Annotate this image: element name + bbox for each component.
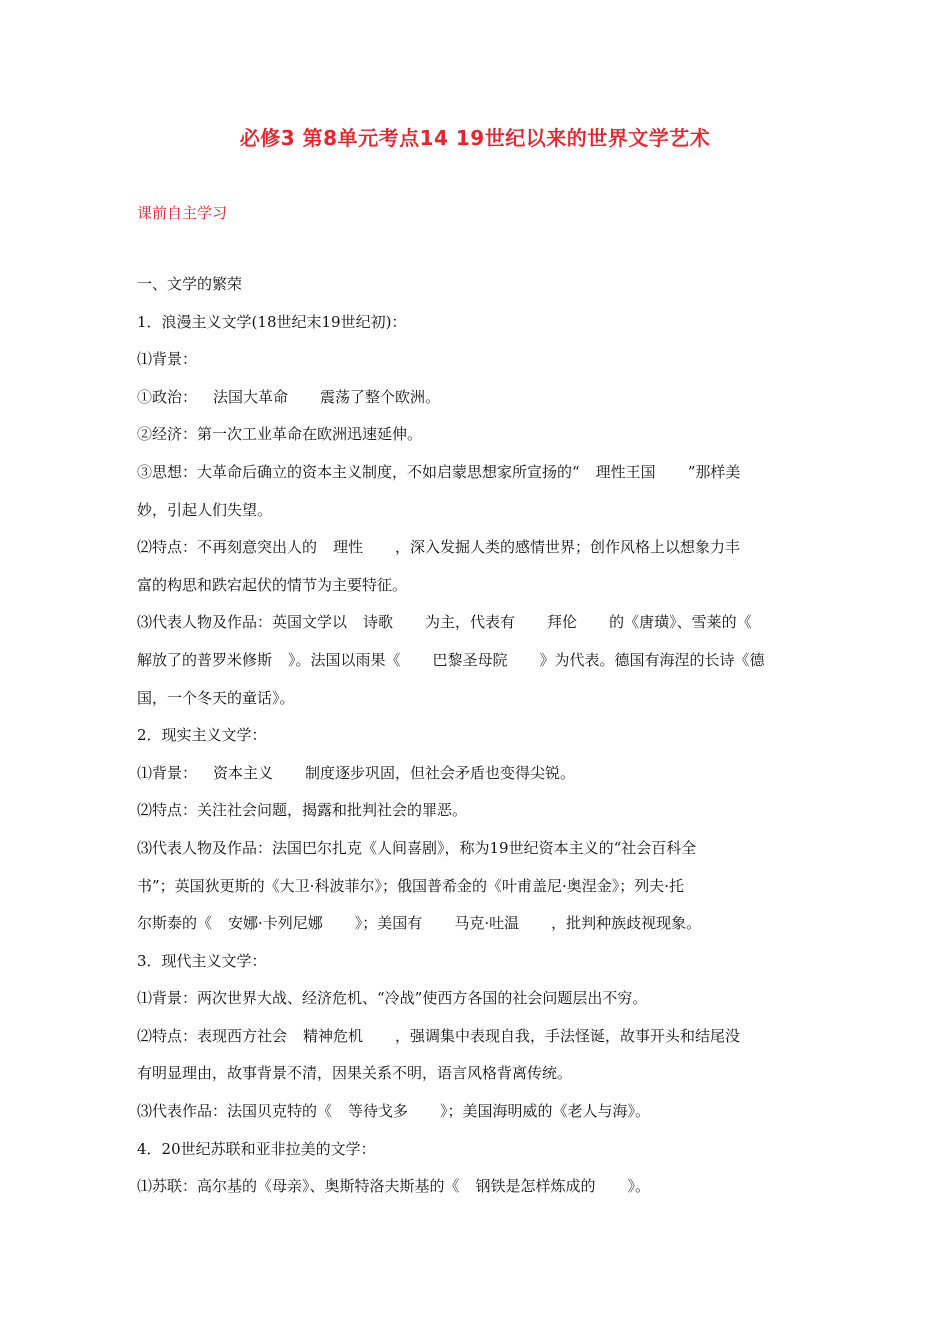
- text-segment: 马克·吐温: [454, 914, 520, 933]
- text-segment: ②经济：第一次工业革命在欧洲迅速延伸。: [137, 425, 423, 444]
- text-segment: 》；美国有: [354, 914, 423, 933]
- text-segment: ⑵特点：关注社会问题，揭露和批判社会的罪恶。: [137, 801, 468, 820]
- text-line: [137, 680, 817, 718]
- text-line: [137, 1018, 817, 1056]
- text-line: [137, 868, 817, 906]
- text-line: [137, 717, 817, 755]
- text-segment: 有明显理由，故事背景不清，因果关系不明，语言风格背离传统。: [137, 1064, 573, 1083]
- text-line: [137, 379, 817, 417]
- text-segment: 诗歌: [363, 613, 394, 632]
- text-segment: ，深入发掘人类的感情世界；创作风格上以想象力丰: [395, 538, 741, 557]
- text-line: [137, 416, 817, 454]
- text-line: [137, 529, 817, 567]
- text-segment: 拜伦: [547, 613, 578, 632]
- text-line: [137, 1131, 817, 1169]
- text-segment: 》。: [627, 1177, 651, 1196]
- text-line: [137, 1168, 817, 1206]
- text-segment: ”那样美: [687, 462, 741, 481]
- text-line: [137, 266, 817, 304]
- document-body: [137, 266, 817, 1206]
- text-segment: 的《唐璜》、雪莱的《: [609, 613, 752, 632]
- text-segment: ，强调集中表现自我，手法怪诞，故事开头和结尾没: [395, 1026, 741, 1045]
- text-segment: ⑴背景：: [137, 763, 198, 782]
- text-line: [137, 755, 817, 793]
- text-segment: 》为代表。德国有海涅的长诗《德: [539, 650, 765, 669]
- text-segment: 妙，引起人们失望。: [137, 500, 273, 519]
- text-line: [137, 454, 817, 492]
- text-line: [137, 567, 817, 605]
- text-segment: 一、文学的繁荣: [137, 275, 243, 293]
- text-segment: ⑴背景：: [137, 350, 198, 369]
- text-line: [137, 905, 817, 943]
- text-segment: 解放了的普罗米修斯: [137, 650, 273, 669]
- section-label: 课前自主学习: [137, 204, 228, 222]
- text-segment: 制度逐步巩固，但社会矛盾也变得尖锐。: [305, 763, 576, 782]
- text-line: [137, 642, 817, 680]
- text-segment: 富的构思和跌宕起伏的情节为主要特征。: [137, 575, 408, 594]
- text-segment: 书”；英国狄更斯的《大卫·科波菲尔》；俄国普希金的《叶甫盖尼·奥涅金》；列夫·托: [137, 876, 684, 895]
- text-line: [137, 304, 817, 342]
- text-segment: 为主，代表有: [425, 613, 516, 632]
- text-segment: ⑶代表人物及作品：法国巴尔扎克《人间喜剧》，称为19世纪资本主义的“社会百科全: [137, 838, 697, 857]
- text-segment: 2．现实主义文学：: [137, 726, 267, 745]
- text-line: [137, 1093, 817, 1131]
- text-segment: 理性王国: [595, 462, 656, 481]
- text-segment: ①政治：: [137, 387, 198, 406]
- text-segment: 国，一个冬天的童话》。: [137, 688, 295, 707]
- text-segment: ⑵特点：不再刻意突出人的: [137, 538, 318, 557]
- text-segment: ⑴背景：两次世界大战、经济危机、“冷战”使西方各国的社会问题层出不穷。: [137, 989, 648, 1008]
- text-line: [137, 980, 817, 1018]
- text-line: [137, 341, 817, 379]
- text-segment: ⑵特点：表现西方社会: [137, 1026, 288, 1045]
- text-segment: 精神危机: [303, 1026, 364, 1045]
- text-segment: 》。法国以雨果《: [288, 650, 401, 669]
- text-segment: ，批判种族歧视现象。: [551, 914, 702, 933]
- text-segment: 3．现代主义文学：: [137, 951, 267, 970]
- text-segment: 1．浪漫主义文学(18世纪末19世纪初)：: [137, 312, 407, 331]
- text-line: [137, 1055, 817, 1093]
- text-line: [137, 604, 817, 642]
- text-segment: 理性: [333, 538, 364, 557]
- text-segment: ③思想：大革命后确立的资本主义制度，不如启蒙思想家所宣扬的“: [137, 462, 580, 481]
- text-line: [137, 792, 817, 830]
- text-segment: 尔斯泰的《: [137, 914, 213, 933]
- text-line: [137, 492, 817, 530]
- text-segment: 安娜·卡列尼娜: [228, 914, 323, 933]
- text-segment: ⑴苏联：高尔基的《母亲》、奥斯特洛夫斯基的《: [137, 1177, 460, 1196]
- text-segment: 钢铁是怎样炼成的: [475, 1177, 596, 1196]
- text-segment: 资本主义: [213, 763, 274, 782]
- text-segment: ⑶代表作品：法国贝克特的《: [137, 1102, 333, 1121]
- text-segment: 等待戈多: [348, 1102, 409, 1121]
- text-segment: 巴黎圣母院: [432, 650, 508, 669]
- text-line: [137, 943, 817, 981]
- text-line: [137, 830, 817, 868]
- page-title: 必修3 第8单元考点14 19世纪以来的世界文学艺术: [239, 126, 711, 150]
- text-segment: 4．20世纪苏联和亚非拉美的文学：: [137, 1139, 376, 1158]
- text-segment: 法国大革命: [213, 387, 289, 406]
- text-segment: 》；美国海明威的《老人与海》。: [440, 1102, 651, 1121]
- text-segment: ⑶代表人物及作品：英国文学以: [137, 613, 348, 632]
- text-segment: 震荡了整个欧洲。: [320, 387, 441, 406]
